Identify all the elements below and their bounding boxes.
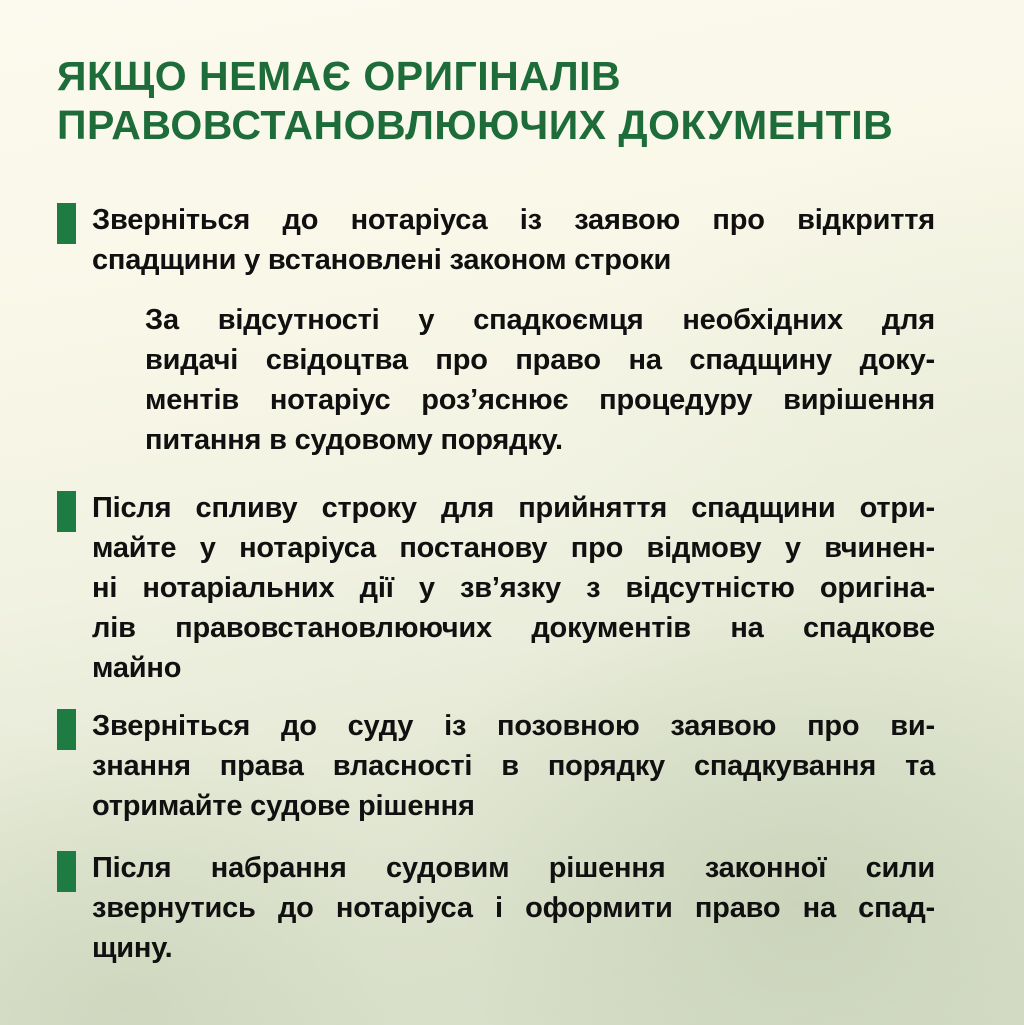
paragraph-text [92, 488, 935, 688]
paragraph-line: ні нотаріальних дії у зв’язку з відсутністю оригіна- [92, 572, 935, 604]
paragraph-line: звернутись до нотаріуса і оформити право на спад- [92, 892, 935, 924]
paragraph-line: майно [92, 652, 182, 684]
paragraph-list [57, 200, 967, 968]
paragraph-line: Зверніться до нотаріуса із заявою про відкриття [92, 204, 935, 236]
paragraph-text [145, 300, 935, 460]
indented-paragraph [57, 300, 967, 460]
paragraph-line: За відсутності у спадкоємця необхідних для [145, 304, 935, 336]
bullet-marker [57, 491, 76, 532]
paragraph-line: спадщини у встановлені законом строки [92, 244, 672, 276]
paragraph-line: Після набрання судовим рішення законної сили [92, 852, 935, 884]
page-title [57, 52, 977, 150]
bullet-paragraph [57, 706, 967, 826]
bullet-paragraph [57, 848, 967, 968]
paragraph-text [92, 848, 935, 968]
title-line-1: ЯКЩО НЕМАЄ ОРИГІНАЛІВ [57, 53, 622, 99]
paragraph-line: ментів нотаріус роз’яснює процедуру вирішення [145, 384, 935, 416]
paragraph-line: питання в судовому порядку. [145, 424, 563, 456]
bullet-paragraph [57, 200, 967, 280]
paragraph-line: Зверніться до суду із позовною заявою про ви- [92, 710, 935, 742]
bullet-marker [57, 203, 76, 244]
paragraph-line: Після спливу строку для прийняття спадщини отри- [92, 492, 935, 524]
paragraph-line: майте у нотаріуса постанову про відмову у вчинен- [92, 532, 935, 564]
paragraph-text [92, 706, 935, 826]
paragraph-line: знання права власності в порядку спадкування та [92, 750, 935, 782]
paragraph-line: лів правовстановлюючих документів на спадкове [92, 612, 935, 644]
bullet-paragraph [57, 488, 967, 688]
paragraph-line: щину. [92, 932, 173, 964]
paragraph-text [92, 200, 935, 280]
bullet-marker [57, 851, 76, 892]
bullet-marker [57, 709, 76, 750]
paragraph-line: отримайте судове рішення [92, 790, 475, 822]
title-line-2: ПРАВОВСТАНОВЛЮЮЧИХ ДОКУМЕНТІВ [57, 102, 894, 148]
paragraph-line: видачі свідоцтва про право на спадщину доку- [145, 344, 935, 376]
